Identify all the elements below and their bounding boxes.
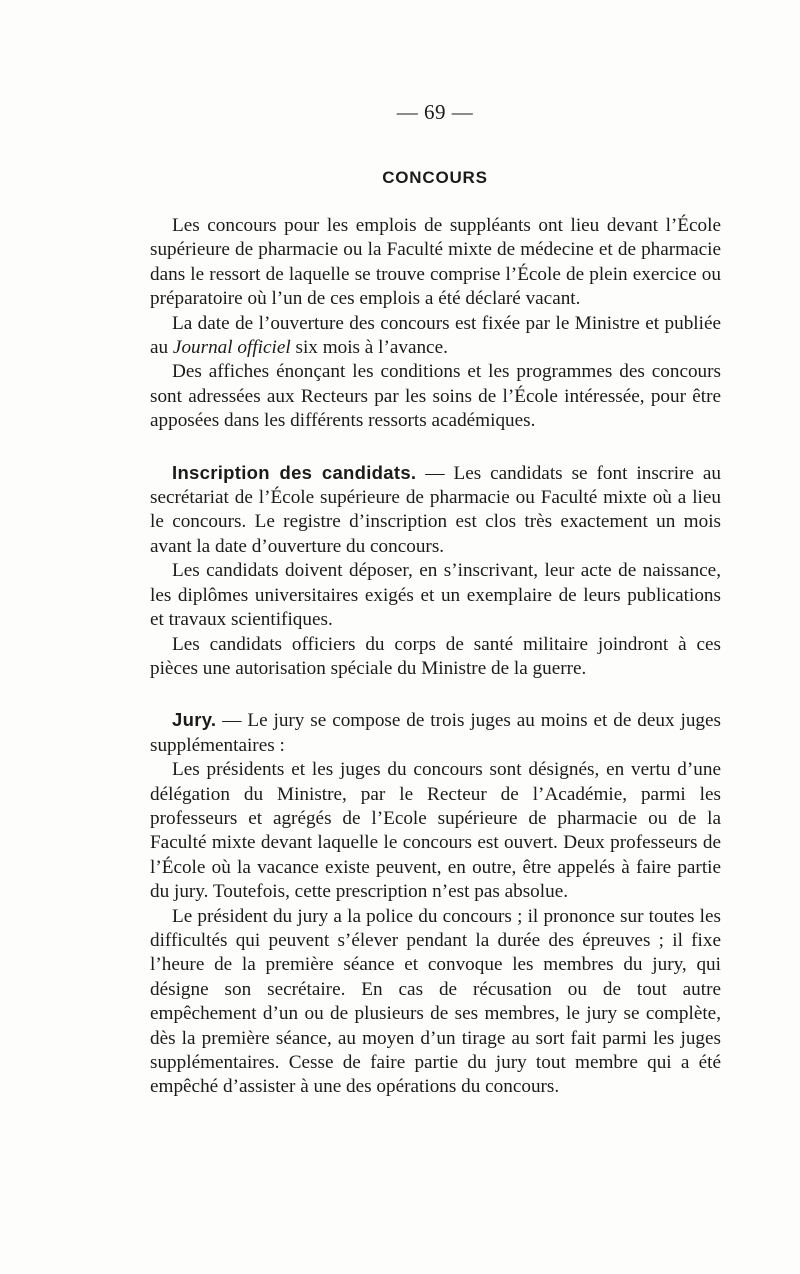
paragraph-text: Les candidats se font inscrire au secrétariat de l’École supérieure de pharmacie ou Faculté mixte où a lieu le concours. Le registre d’inscription est clos très exactement un mois avant la date d’ouverture du concours. — [150, 462, 722, 557]
heading-dash: — — [416, 462, 454, 484]
paragraph-inscription-3: Les candidats officiers du corps de santé militaire joindront à ces pièces une autorisation spéciale du Ministre de la guerre. — [150, 633, 721, 679]
inscription-heading: Inscription des candidats. — [172, 461, 417, 483]
paragraph-inscription-1 — [150, 461, 721, 560]
paragraph-concours-2 — [150, 312, 721, 361]
paragraph-inscription-2: Les candidats doivent déposer, en s’inscrivant, leur acte de naissance, les diplômes universitaires exigés et un exemplaire de leurs publications et travaux scientifiques. — [150, 560, 721, 631]
section-title: CONCOURS — [382, 168, 488, 187]
page-number: — 69 — — [396, 100, 474, 124]
paragraph-concours-1: Les concours pour les emplois de suppléants ont lieu devant l’École supérieure de pharmacie ou la Faculté mixte de médecine et de pharmacie dans le ressort de laquelle se trouve comprise l’École de plein exercice ou préparatoire où l’un de ces emplois a été déclaré vacant. — [150, 215, 721, 310]
paragraph-concours-3: Des affiches énonçant les conditions et les programmes des concours sont adressées aux Recteurs par les soins de l’École intéressée, pour être apposées dans les différents ressorts académiques. — [150, 361, 721, 432]
paragraph-text: six mois à l’avance. — [290, 337, 448, 359]
paragraph-jury-1 — [150, 708, 721, 758]
paragraph-text: Le jury se compose de trois juges au moins et de deux juges supplémentaires : — [150, 710, 722, 756]
paragraph-text: La date de l’ouverture des concours est fixée par le Ministre et publiée au — [150, 312, 721, 359]
document-body — [150, 214, 721, 1100]
paragraph-jury-3: Le président du jury a la police du concours ; il prononce sur toutes les difficultés qui peuvent s’élever pendant la durée des épreuves ; il fixe l’heure de la première séance et convoque les membres du jury, qui désigne son secrétaire. En cas de récusation ou de tout autre empêchement d’un ou de plusieurs de ses membres, le jury se complète, dès la première séance, au moyen d’un tirage au sort fait parmi les juges supplémentaires. Cesse de faire partie du jury tout membre qui a été empêché d’assister à une des opérations du concours. — [150, 905, 721, 1098]
journal-title: Journal officiel — [172, 337, 291, 359]
jury-heading: Jury. — [172, 709, 217, 731]
heading-dash: — — [216, 710, 248, 732]
paragraph-jury-2: Les présidents et les juges du concours sont désignés, en vertu d’une délégation du Ministre, par le Recteur de l’Académie, parmi les professeurs et agrégés de l’Ecole supérieure de pharmacie ou de la Faculté mixte devant laquelle le concours est ouvert. Deux professeurs de l’École où la vacance existe peuvent, en outre, être appelés à faire partie du jury. Toutefois, cette prescription n’est pas absolue. — [150, 759, 721, 903]
